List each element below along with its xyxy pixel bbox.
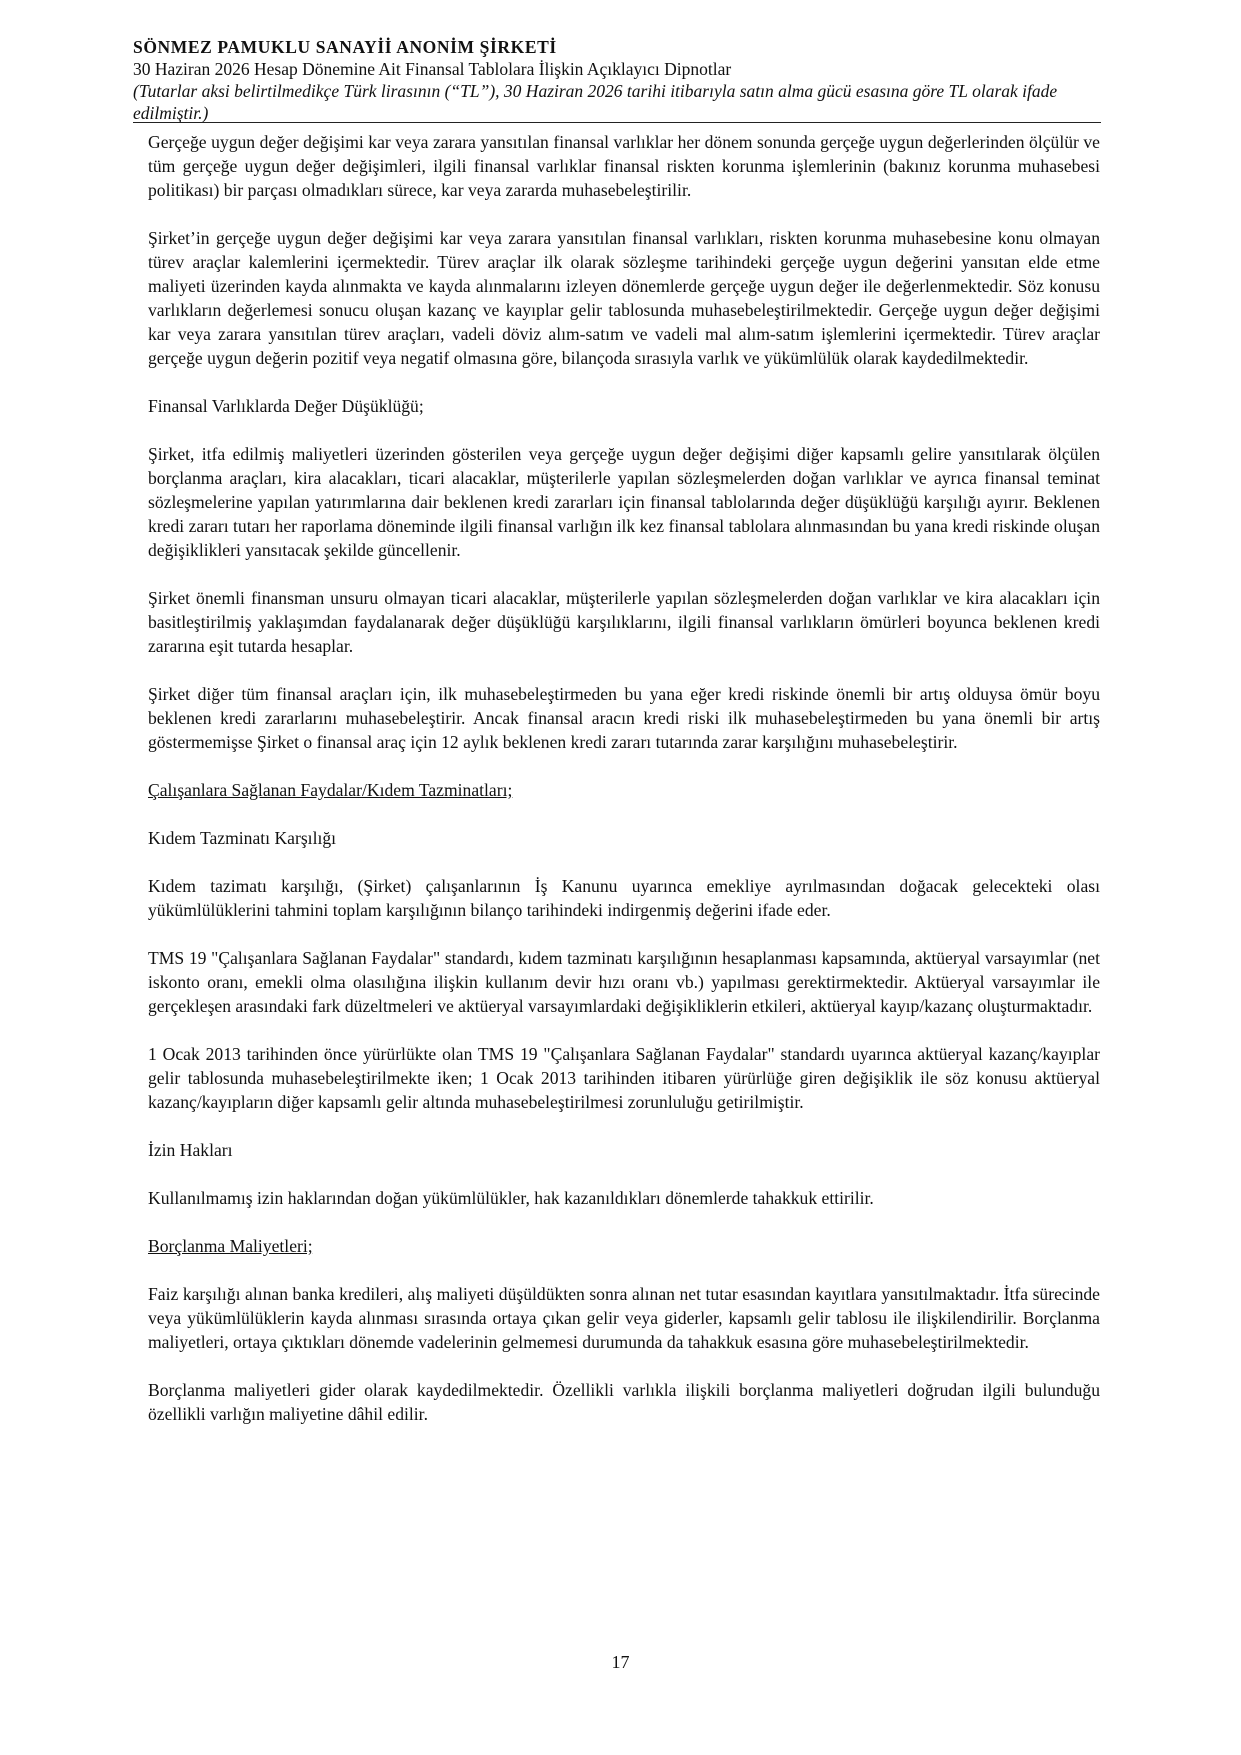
header-divider — [133, 122, 1101, 123]
paragraph-tms19-change: 1 Ocak 2013 tarihinden önce yürürlükte olan TMS 19 "Çalışanlara Sağlanan Faydalar" standardı uyarınca aktüeryal kazanç/kayıplar gelir tablosunda muhasebeleştirilmekte iken; 1 Ocak 2013 tarihinden itibaren yürürlüğe giren değişiklik ile söz konusu aktüeryal kazanç/kayıpların diğer kapsamlı gelir altında muhasebeleştirilmesi zorunluluğu getirilmiştir. — [148, 1044, 1100, 1112]
company-name: SÖNMEZ PAMUKLU SANAYİİ ANONİM ŞİRKETİ — [133, 37, 557, 57]
paragraph-fvtpl-measurement: Gerçeğe uygun değer değişimi kar veya zarara yansıtılan finansal varlıklar her dönem sonunda gerçeğe uygun değerlerinden ölçülür ve tüm gerçeğe uygun değer değişimleri, ilgili finansal varlıklar finansal riskten korunma işlemlerinin (bakınız korunma muhasebesi politikası) bir parçası olmadıkları sürece, kar veya zararda muhasebeleştirilir. — [148, 132, 1100, 200]
document-body — [148, 130, 1100, 1450]
paragraph-lifetime-ecl: Şirket diğer tüm finansal araçları için, ilk muhasebeleştirmeden bu yana eğer kredi riskinde önemli bir artış olduysa ömür boyu beklenen kredi zararlarını muhasebeleştirir. Ancak finansal aracın kredi riski ilk muhasebeleştirmeden bu yana önemli bir artış göstermemişse Şirket o finansal araç için 12 aylık beklenen kredi zararı tutarında zarar karşılığını muhasebeleştirir. — [148, 684, 1100, 752]
heading-leave-rights: İzin Hakları — [148, 1140, 233, 1160]
paragraph-simplified-approach: Şirket önemli finansman unsuru olmayan ticari alacaklar, müşterilerle yapılan sözleşmelerden doğan varlıklar ve kira alacakları için basitleştirilmiş yaklaşımdan faydalanarak değer düşüklüğü karşılıklarını, ilgili finansal varlıkların ömürleri boyunca beklenen kredi zararına eşit tutarda hesaplar. — [148, 588, 1100, 656]
heading-employee-benefits: Çalışanlara Sağlanan Faydalar/Kıdem Tazminatları; — [148, 780, 513, 800]
paragraph-severance-definition: Kıdem tazimatı karşılığı, (Şirket) çalışanlarının İş Kanunu uyarınca emekliye ayrılmasından doğacak gelecekteki olası yükümlülüklerini tahmini toplam karşılığının bilanço tarihindeki indirgenmiş değerini ifade eder. — [148, 876, 1100, 920]
heading-borrowing-costs: Borçlanma Maliyetleri; — [148, 1236, 313, 1256]
page-number: 17 — [611, 1652, 630, 1672]
paragraph-tms19-assumptions: TMS 19 "Çalışanlara Sağlanan Faydalar" standardı, kıdem tazminatı karşılığının hesaplanması kapsamında, aktüeryal varsayımlar (net iskonto oranı, emekli olma olasılığına ilişkin kullanım devir hızı oranı vb.) yapılması gerektirmektedir. Aktüeryal varsayımlar ile gerçekleşen arasındaki fark düzeltmeleri ve aktüeryal varsayımlardaki değişikliklerin etkileri, aktüeryal kayıp/kazanç oluşturmaktadır. — [148, 948, 1100, 1016]
paragraph-qualifying-assets: Borçlanma maliyetleri gider olarak kaydedilmektedir. Özellikli varlıkla ilişkili borçlanma maliyetleri doğrudan ilgili bulunduğu özellikli varlığın maliyetine dâhil edilir. — [148, 1380, 1100, 1424]
currency-note: (Tutarlar aksi belirtilmedikçe Türk lirasının (“TL”), 30 Haziran 2026 tarihi itibarıyla satın alma gücü esasına göre TL olarak ifade edilmiştir.) — [133, 81, 1058, 123]
report-title: 30 Haziran 2026 Hesap Dönemine Ait Finansal Tablolara İlişkin Açıklayıcı Dipnotlar — [133, 59, 732, 79]
paragraph-derivatives: Şirket’in gerçeğe uygun değer değişimi kar veya zarara yansıtılan finansal varlıkları, riskten korunma muhasebesine konu olmayan türev araçlar kalemlerini içermektedir. Türev araçlar ilk olarak sözleşme tarihindeki gerçeğe uygun değerini yansıtan elde etme maliyeti üzerinden kayda alınmakta ve kayda alınmalarını izleyen dönemlerde gerçeğe uygun değer ile değerlenmektedir. Söz konusu varlıkların değerlemesi sonucu oluşan kazanç ve kayıplar gelir tablosunda muhasebeleştirilmektedir. Gerçeğe uygun değer değişimi kar veya zarara yansıtılan türev araçları, vadeli döviz alım-satım ve vadeli mal alım-satım işlemlerini içermektedir. Türev araçlar gerçeğe uygun değerin pozitif veya negatif olmasına göre, bilançoda sırasıyla varlık ve yükümlülük olarak kaydedilmektedir. — [148, 228, 1100, 368]
paragraph-unused-leave: Kullanılmamış izin haklarından doğan yükümlülükler, hak kazanıldıkları dönemlerde tahakkuk ettirilir. — [148, 1188, 874, 1208]
paragraph-expected-credit-loss: Şirket, itfa edilmiş maliyetleri üzerinden gösterilen veya gerçeğe uygun değer değişimi diğer kapsamlı gelire yansıtılarak ölçülen borçlanma araçları, kira alacakları, ticari alacaklar, müşterilerle yapılan sözleşmelerden doğan varlıklar ve ayrıca finansal teminat sözleşmelerine yapılan yatırımlarına dair beklenen kredi zararları için finansal tablolarında değer düşüklüğü karşılığı ayırır. Beklenen kredi zararı tutarı her raporlama döneminde ilgili finansal varlığın ilk kez finansal tablolara alınmasından bu yana kredi riskinde oluşan değişiklikleri yansıtacak şekilde güncellenir. — [148, 444, 1100, 560]
heading-severance-provision: Kıdem Tazminatı Karşılığı — [148, 828, 337, 848]
paragraph-bank-loans: Faiz karşılığı alınan banka kredileri, alış maliyeti düşüldükten sonra alınan net tutar esasından kayıtlara yansıtılmaktadır. İtfa sürecinde veya yükümlülüklerin kayda alınması sırasında ortaya çıkan gelir veya giderler, kapsamlı gelir tablosu ile ilişkilendirilir. Borçlanma maliyetleri, ortaya çıktıkları dönemde vadelerinin gelmemesi durumunda da tahakkuk esasına göre muhasebeleştirilmektedir. — [148, 1284, 1100, 1352]
page-header — [133, 36, 1101, 124]
heading-impairment: Finansal Varlıklarda Değer Düşüklüğü; — [148, 396, 424, 416]
